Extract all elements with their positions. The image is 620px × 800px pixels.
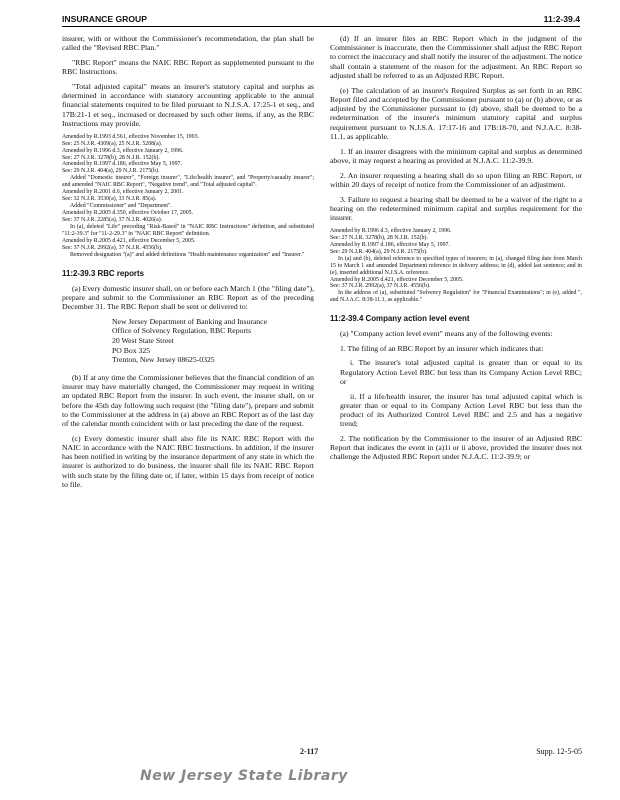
history-note: Amended by R.2005 d.350, effective October 17, 2005.: [62, 210, 194, 217]
mailing-address: [112, 317, 314, 365]
history-note: Amended by R.1996 d.3, effective January 2, 1996.: [62, 147, 184, 154]
paragraph: (c) Every domestic insurer shall also file its NAIC RBC Report with the NAIC in accordance with the NAIC RBC Instructions. In addition, if the insurer has been notified in writing by the insurance department of any state in which the insurer is authorized to do business, the insurer shall file its NAIC RBC Report with such state by the filing date or, if later, within 15 days from receipt of notice to file.: [62, 433, 314, 489]
history-note: Amended by R.2005 d.421, effective December 5, 2005.: [330, 276, 464, 283]
paragraph: (b) If at any time the Commissioner believes that the financial condition of an insurer may have materially changed, the Commissioner may request in writing an updated RBC Report from the insurer. In such event, the insurer shall, on or before the 45th day following such request (the "filing date"), prepare and submit to the Commissioner at the address in (a) above an RBC Report as of the last day of the calendar month coincident with or last preceding the date of the request.: [62, 372, 314, 429]
address-line: 20 West State Street: [112, 335, 174, 345]
history-note: In (a), deleted "Life" preceding "Risk-Based" in "NAIC RBC Instructions" definition, and substituted "11:2-39.3" for "11-2-29.3" in "NAIC RBC Report" definition.: [62, 224, 314, 238]
section-heading: 11:2-39.3 RBC reports: [62, 269, 145, 279]
paragraph: 2. An insurer requesting a hearing shall do so upon filing an RBC Report, or within 20 days of receipt of notice from the Commissioner of an adjustment.: [330, 170, 582, 189]
history-note: See: 37 N.J.R. 2992(a), 37 N.J.R. 4556(b).: [330, 283, 431, 290]
address-line: Office of Solvency Regulation, RBC Reports: [112, 326, 252, 336]
paragraph: 3. Failure to request a hearing shall be deemed to be a waiver of the right to a hearing on the redetermined minimum capital and surplus requirement for the insurer.: [330, 194, 582, 222]
right-column: [330, 34, 582, 467]
running-header: [62, 12, 580, 27]
paragraph: (d) If an insurer files an RBC Report which in the judgment of the Commissioner is inaccurate, then the Commissioner shall adjust the RBC Report to correct the inaccuracy and shall notify the insurer of the adjustment. The notice shall contain a statement of the reason for the adjustment. An RBC Report so adjusted shall be referred to as an Adjusted RBC Report.: [330, 34, 582, 80]
paragraph: (e) The calculation of an insurer's Required Surplus as set forth in an RBC Report filed and accepted by the Commissioner pursuant to (a) or (b) above, or as adjusted by the Commissioner pursuant to (d) above, shall be deemed to be a redetermination of the insurer's minimum statutory capital and surplus requirement pursuant to N.J.S.A. 17:17-16 and 17B:18-70, and N.J.A.C. 8:38-11.1, as applicable.: [330, 85, 582, 141]
history-note: Amended by R.2001 d.6, effective January 2, 2001.: [62, 189, 184, 196]
history-notes: [330, 228, 582, 305]
paragraph: (a) Every domestic insurer shall, on or before each March 1 (the "filing date"), prepare and submit to the Commissioner an RBC Report as of the preceding December 31. The RBC Report shall be sent or delivered to:: [62, 283, 314, 311]
section-heading: 11:2-39.4 Company action level event: [330, 314, 470, 324]
paragraph: 1. If an insurer disagrees with the minimum capital and surplus as determined above, it may request a hearing as provided at N.J.A.C. 11:2-39.9.: [330, 146, 582, 165]
supplement-date: Supp. 12-5-05: [536, 747, 582, 756]
address-line: Trenton, New Jersey 08625-0325: [112, 355, 215, 365]
header-title: INSURANCE GROUP: [62, 14, 147, 24]
paragraph: "Total adjusted capital" means an insurer's statutory capital and surplus as determined in accordance with statutory accounting applicable to the annual financial statements required to be filed pursuant to N.J.S.A. 17:25-1 et seq., and 17B:21-1 et seq., increased or decreased by such other items, if any, as the RBC Instructions may provide.: [62, 81, 314, 128]
paragraph: i. The insurer's total adjusted capital is greater than or equal to its Regulatory Action Level RBC but less than its Company Action Level RBC; or: [340, 358, 582, 386]
paragraph: 2. The notification by the Commissioner to the insurer of an Adjusted RBC Report that indicates the event in (a)1i or ii above, provided the insurer does not challenge the Adjusted RBC Report under N.J.A.C. 11:2-39.9; or: [330, 433, 582, 462]
paragraph: 1. The filing of an RBC Report by an insurer which indicates that:: [340, 343, 544, 353]
address-line: PO Box 325: [112, 345, 151, 355]
paragraph: ii. If a life/health insurer, the insurer has total adjusted capital which is greater than or equal to its Company Action Level RBC but less than the product of its Authorized Control Level RBC and 2.5 and has a negative trend;: [340, 391, 582, 429]
history-note: Added "Domestic insurer", "Foreign insurer", "Life/health insurer", and "Property/casualty insurer"; and amended "NAIC RBC Report", "Negative trend", and "Total adjusted capital".: [62, 175, 314, 189]
history-note: See: 27 N.J.R. 3278(b), 28 N.J.R. 152(b).: [62, 154, 160, 161]
paragraph: (a) "Company action level event" means any of the following events:: [340, 328, 553, 338]
history-note: See: 37 N.J.R. 2992(a), 37 N.J.R. 4556(b).: [62, 245, 163, 252]
history-note: In (a) and (b), deleted reference to specified types of insurers; in (a), changed filing date from March 15 to March 1 and amended Department reference in delivery address; in (d), added last sentence; and in (e), inserted additional N.J.S.A. reference.: [330, 255, 582, 276]
history-note: Amended by R.2005 d.421, effective December 5, 2005.: [62, 238, 196, 245]
history-note: Amended by R.1996 d.3, effective January 2, 1996.: [330, 227, 452, 234]
paragraph: "RBC Report" means the NAIC RBC Report as supplemented pursuant to the RBC Instructions.: [62, 57, 314, 77]
history-note: See: 32 N.J.R. 3530(a), 33 N.J.R. 85(a).: [62, 196, 157, 203]
address-line: New Jersey Department of Banking and Insurance: [112, 316, 267, 326]
history-note: See: 25 N.J.R. 4309(a), 25 N.J.R. 5208(a).: [62, 140, 163, 147]
library-watermark: New Jersey State Library: [140, 768, 348, 784]
history-note: Removed designation "(a)" and added definitions "Health maintenance organization" and "Insurer.": [70, 252, 305, 259]
page-number: 2-117: [300, 747, 319, 756]
history-note: Amended by R.1993 d.561, effective November 15, 1993.: [62, 133, 199, 140]
history-note: See: 29 N.J.R. 404(a), 29 N.J.R. 2175(b).: [330, 248, 428, 255]
history-note: See: 27 N.J.R. 3278(b), 28 N.J.R. 152(b).: [330, 234, 428, 241]
left-column: [62, 34, 314, 495]
history-note: In the address of (a), substituted "Solvency Regulation" for "Financial Examinations"; in (e), added ", and N.J.A.C. 8:38-11.1, as applicable.": [330, 290, 582, 304]
history-note: Added "Commissioner" and "Department".: [70, 203, 172, 210]
history-notes: [62, 134, 314, 259]
history-note: See: 29 N.J.R. 404(a), 29 N.J.R. 2175(b).: [62, 168, 160, 175]
history-note: Amended by R.1997 d.186, effective May 5, 1997.: [62, 161, 182, 168]
header-section-number: 11:2-39.4: [543, 14, 580, 24]
history-note: See: 37 N.J.R. 2285(a), 37 N.J.R. 4026(a).: [62, 217, 163, 224]
history-note: Amended by R.1997 d.186, effective May 5, 1997.: [330, 241, 450, 248]
paragraph: insurer, with or without the Commissioner's recommendation, the plan shall be called the "Revised RBC Plan.": [62, 34, 314, 53]
